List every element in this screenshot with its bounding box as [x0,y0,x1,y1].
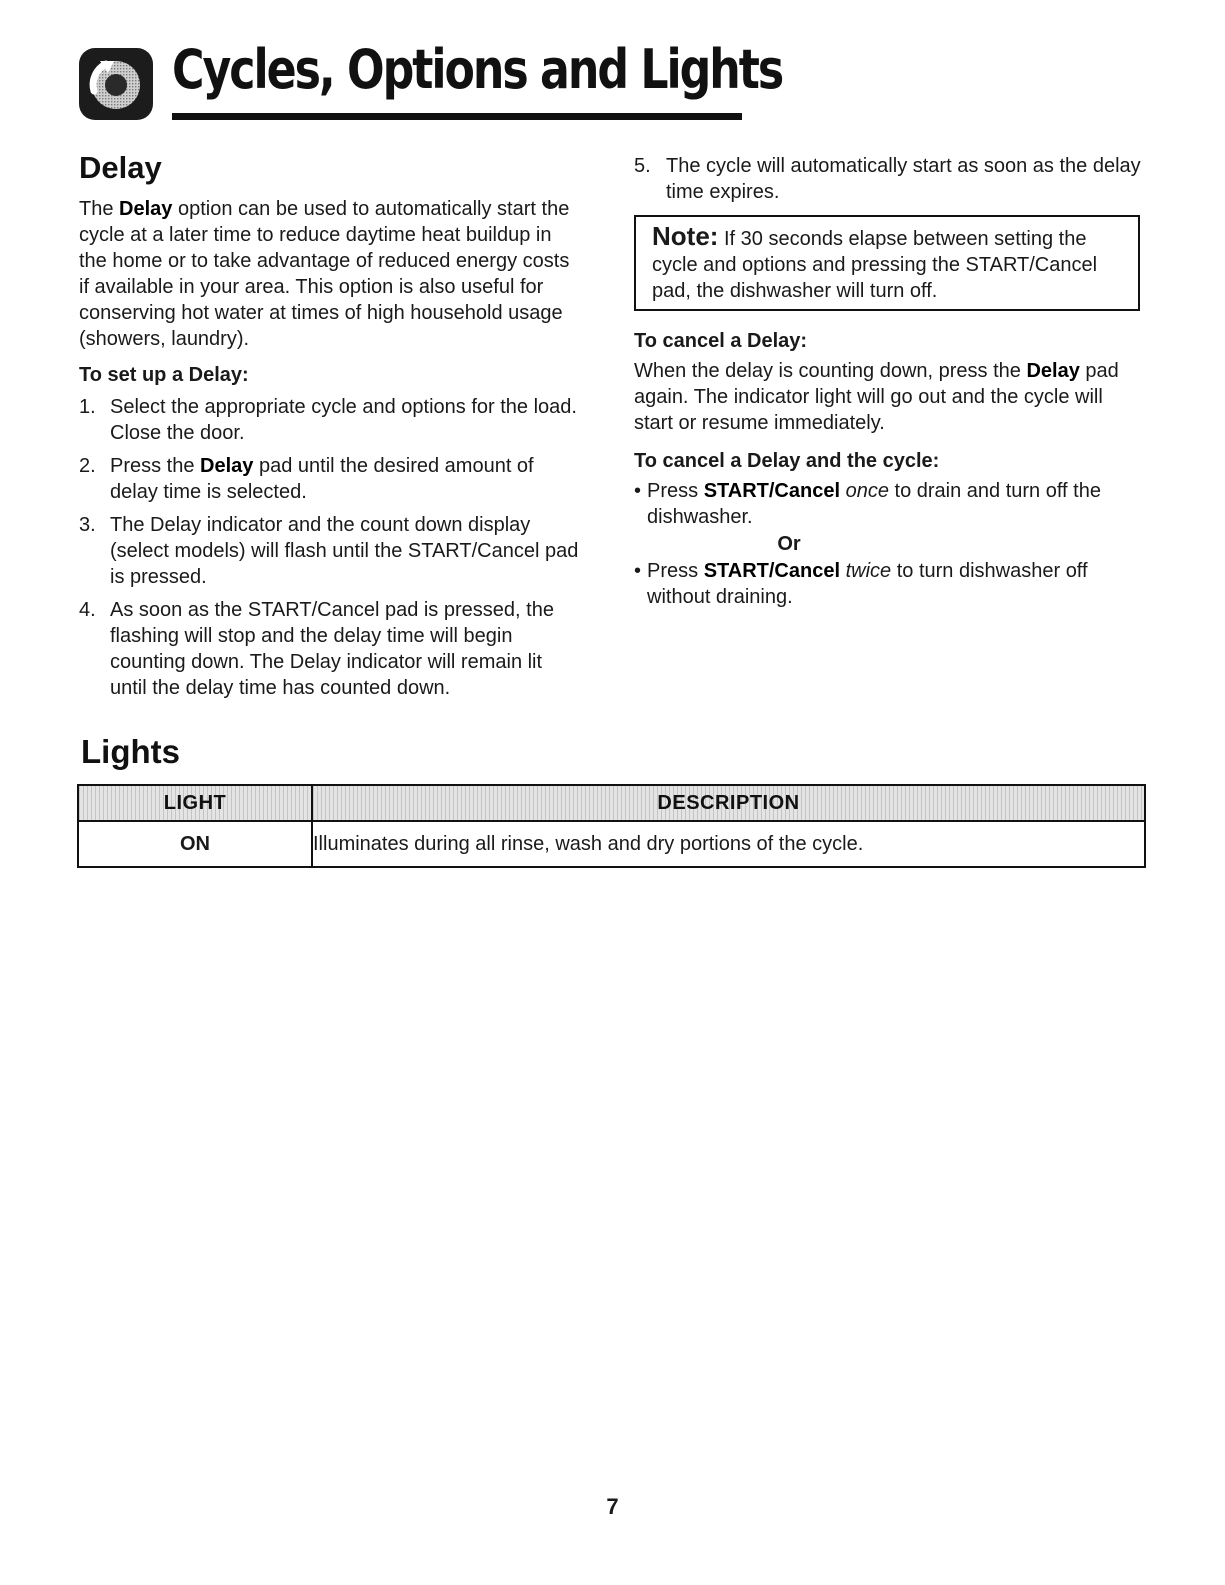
delay-heading: Delay [79,150,162,185]
cancel-heading: To cancel a Delay: [634,330,808,352]
note-text: Note: If 30 seconds elapse between setting the cycle and options and pressing the START/Cancel pad, the dishwasher will turn off. [652,221,1098,302]
list-item: • Press START/Cancel once to drain and turn off the dishwasher. [634,480,1101,528]
description-cell: Illuminates during all rinse, wash and dry portions of the cycle. [312,821,1145,867]
list-item: 5. The cycle will automatically start as soon as the delay time expires. [634,155,1141,203]
lights-table [77,784,1146,868]
table-header-row [78,785,1145,821]
setup-steps [79,394,579,701]
table-row [78,821,1145,867]
list-item: 3. The Delay indicator and the count down display (select models) will flash until the START/Cancel pad is pressed. [79,514,579,588]
setup-steps-continued [634,153,1144,205]
page-number: 7 [606,1494,619,1519]
cancel-text: When the delay is counting down, press the Delay pad again. The indicator light will go out and the cycle will start or resume immediately. [634,360,1119,434]
delay-intro: The Delay option can be used to automatically start the cycle at a later time to reduce daytime heat buildup in the home or to take advantage of reduced energy costs if available in your area. This option is also useful for conserving hot water at times of high household usage (showers, laundry). [79,198,570,350]
cycle-arrow-icon [78,47,154,121]
delay-section [79,150,579,701]
lights-heading: Lights [81,733,180,770]
title-underline [172,113,742,120]
list-item: 4. As soon as the START/Cancel pad is pressed, the flashing will stop and the delay time will begin counting down. The Delay indicator will remain lit until the delay time has counted down. [79,599,554,699]
list-item: 2. Press the Delay pad until the desired amount of delay time is selected. [79,455,534,503]
setup-heading: To set up a Delay: [79,364,249,386]
page-title: Cycles, Options and Lights [172,38,783,101]
cancel-section [634,328,1144,610]
list-item: • Press START/Cancel twice to turn dishwasher off without draining. [634,560,1088,608]
or-separator: Or [777,533,801,555]
cancel-cycle-heading: To cancel a Delay and the cycle: [634,450,940,472]
column-header-description: DESCRIPTION [312,785,1145,821]
column-header-light: LIGHT [78,785,312,821]
light-cell: ON [78,821,312,867]
list-item: 1. Select the appropriate cycle and options for the load. Close the door. [79,396,577,444]
delay-section-continued [634,153,1144,205]
note-box [634,215,1140,311]
